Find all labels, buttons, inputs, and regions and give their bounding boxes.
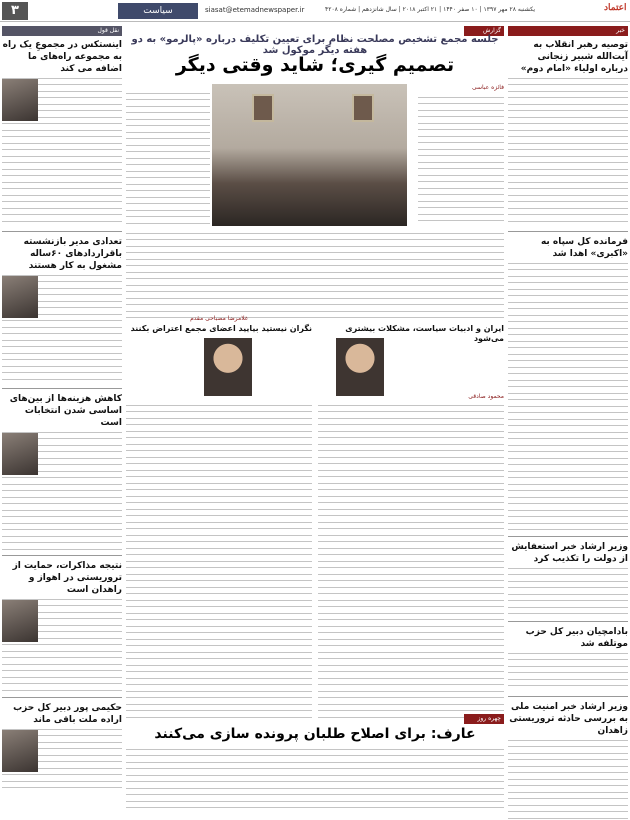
divider — [2, 555, 122, 556]
divider — [508, 231, 628, 232]
story-body — [508, 739, 628, 820]
lede-text — [126, 92, 210, 226]
left-story-title: اینستکس در مجموعِ یک راه به مجموعه راه‌های ما اضافه می کند — [2, 40, 122, 74]
portrait-photo — [204, 338, 252, 396]
right-story-title: فرمانده کل سپاه به «اکبری» اهدا شد — [540, 237, 628, 259]
photo-caption: محمود صادقی — [468, 393, 504, 400]
right-story-5 — [508, 701, 628, 820]
lede-text — [418, 96, 504, 226]
left-story-3 — [2, 393, 122, 551]
bottom-label: چهره روز — [464, 714, 504, 724]
date-line: یکشنبه ۲۸ مهر ۱۳۹۷ | ۱۰ صفر ۱۴۴۰ | ۲۱ اکتبر ۲۰۱۸ | سال شانزدهم | شماره ۴۲۰۸ — [325, 6, 536, 13]
left-story-title: تعدادی مدیر بازنشسته باقرارداد‌های ۶۰ساله مشغول به کار هستند — [23, 237, 122, 271]
divider — [2, 697, 122, 698]
bottom-text — [126, 748, 504, 814]
story-body — [508, 567, 628, 617]
divider — [508, 536, 628, 537]
section-tab[interactable]: سیاست — [118, 3, 198, 19]
left-story-2 — [2, 236, 122, 384]
left-story-1 — [2, 39, 122, 227]
right-story-title: وزیر ارشاد خبر استعفایش از دولت را تکذیب کرد — [511, 542, 628, 564]
wall-portrait — [352, 94, 374, 122]
portrait-photo — [2, 433, 38, 475]
subhead: ایران و ادبیات سیاست، مشکلات بیشتری می‌شود — [345, 324, 504, 343]
author-caption: غلامرضا مصباحی مقدم — [190, 315, 248, 322]
story-body — [508, 77, 628, 227]
column-text — [126, 404, 312, 720]
right-story-3 — [508, 541, 628, 617]
bottom-headline: عارف: برای اصلاح طلبان پرونده سازی می‌کنند — [154, 726, 476, 742]
article-photo — [212, 84, 407, 226]
left-story-5 — [2, 702, 122, 788]
right-story-title: بادامچیان دبیر کل حزب موتلفه شد — [525, 627, 628, 649]
article-kicker: جلسه مجمع تشخیص مصلحت نظام برای تعیین تکلیف درباره «پالرمو» به دو هفته دیگر موکول شد — [131, 34, 499, 56]
byline: فائزه عباسی — [472, 84, 504, 91]
right-column-label: خبر — [508, 26, 628, 36]
main-article — [126, 26, 504, 816]
page-number: ۳ — [2, 2, 28, 20]
right-column — [508, 26, 628, 816]
article-text — [126, 232, 504, 320]
left-column-label: نقل قول — [2, 26, 122, 36]
left-column — [2, 26, 122, 816]
masthead — [0, 0, 630, 22]
portrait-photo — [2, 79, 38, 121]
divider — [508, 696, 628, 697]
portrait-photo — [336, 338, 384, 396]
left-story-title: نتیجه مذاکرات، حمایت از تروریستی در اهواز و راهدان است — [12, 561, 122, 595]
portrait-photo — [2, 276, 38, 318]
portrait-photo — [2, 730, 38, 772]
left-story-title: حکیمی پور دبیر کل حزب اراده ملت باقی ماند — [13, 703, 122, 725]
divider — [508, 621, 628, 622]
site-email: siasat@etemadnewspaper.ir — [205, 6, 305, 14]
right-story-title: توصیه رهبر انقلاب به آیت‌الله شبیر زنجانی درباره اولیاء «امام دوم» — [520, 40, 628, 74]
column-text — [318, 404, 504, 720]
left-story-4 — [2, 560, 122, 693]
article-headline: تصمیم گیری؛ شاید وقتی دیگر — [175, 54, 455, 76]
divider — [2, 388, 122, 389]
newspaper-logo: اعتماد — [604, 3, 627, 13]
wall-portrait — [252, 94, 274, 122]
left-story-title: کاهش هزینه‌ها از بین‌های اساسی شدن انتخابات است — [9, 394, 122, 428]
right-story-4 — [508, 626, 628, 692]
subhead: نگران نیستید بیایید اعضای مجمع اعتراض بکنند — [130, 324, 312, 333]
story-body — [508, 652, 628, 692]
main-label: گزارش — [464, 26, 504, 36]
story-body — [508, 262, 628, 532]
right-story-2 — [508, 236, 628, 532]
portrait-photo — [2, 600, 38, 642]
divider — [2, 231, 122, 232]
right-story-title: وزیر ارشاد خبر امنیت ملی به بررسی حادثه تروریستی زاهدان — [509, 702, 628, 736]
right-story-1 — [508, 39, 628, 227]
